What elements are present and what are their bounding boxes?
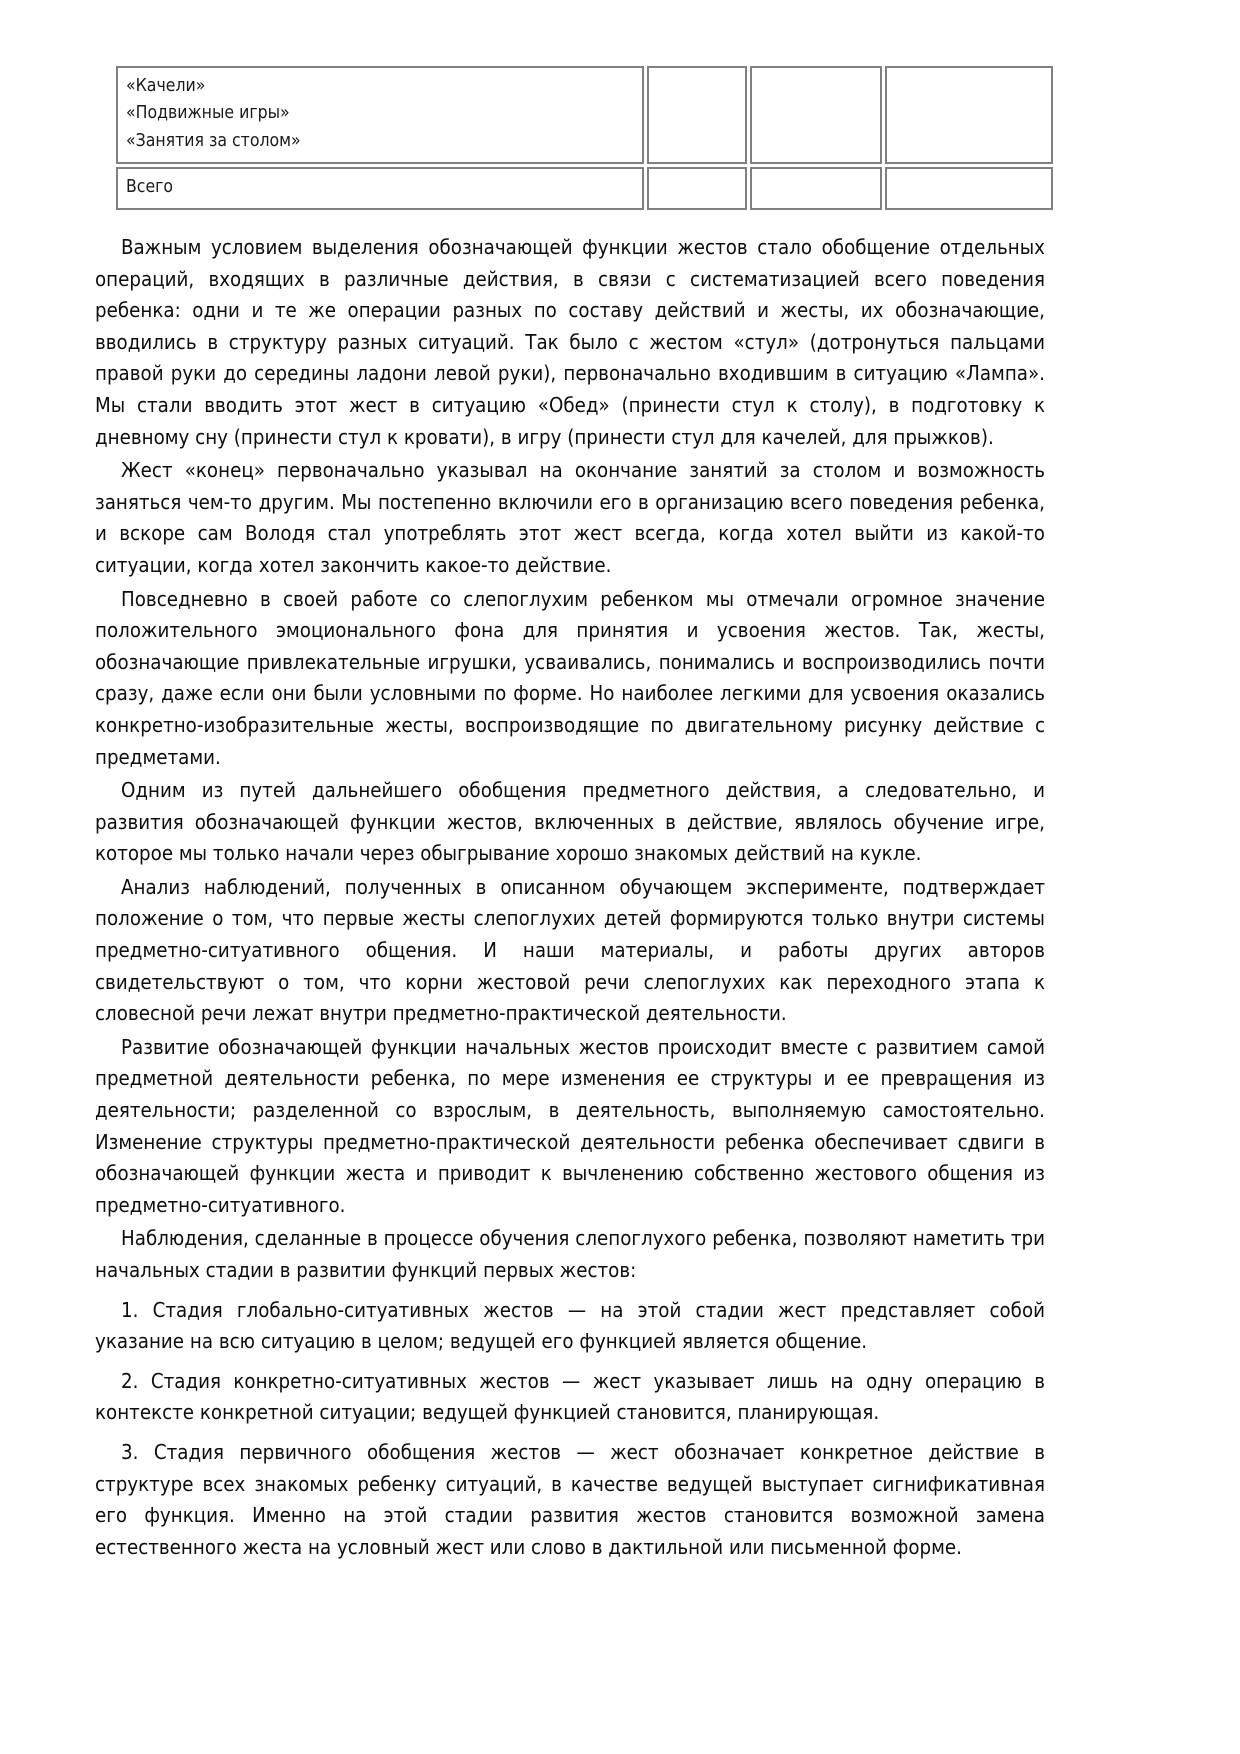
list-item-stage-1: 1. Стадия глобально-ситуативных жестов — на этой стадии жест представляет собой указание на всю ситуацию в целом; ведущей его функцией является общение. xyxy=(95,1297,1045,1354)
paragraph-6: Развитие обозначающей функции начальных жестов происходит вместе с развитием самой предметной деятельности ребенка, по мере изменения ее структуры и ее превращения из деятельности; разделенной со взрослым, в деятельность, выполняемую самостоятельно. Изменение структуры предметно-практической деятельности ребенка обеспечивает сдвиги в обозначающей функции жеста и приводит к вычленению собственно жестового общения из предметно-ситуативного. xyxy=(95,1034,1045,1217)
paragraph-7: Наблюдения, сделанные в процессе обучения слепоглухого ребенка, позволяют наметить три начальных стадии в развитии функций первых жестов: xyxy=(95,1226,1045,1282)
table-body xyxy=(116,66,1053,210)
list-item-stage-2: 2. Стадия конкретно-ситуативных жестов — жест указывает лишь на одну операцию в контексте конкретной ситуации; ведущей функцией становится, планирующая. xyxy=(95,1368,1045,1425)
table-cell-total-value-2 xyxy=(750,167,882,210)
paragraph-3: Повседневно в своей работе со слепоглухим ребенком мы отмечали огромное значение положительного эмоционального фона для принятия и усвоения жестов. Так, жесты, обозначающие привлекательные игрушки, усваивались, понимались и воспроизводились почти сразу, даже если они были условными по форме. Но наиболее легкими для усвоения оказались конкретно-изобразительные жесты, воспроизводящие по двигательному рисунку действие с предметами. xyxy=(95,586,1045,769)
activity-item-active-games: «Подвижные игры» xyxy=(126,103,290,124)
paragraph-4: Одним из путей дальнейшего обобщения предметного действия, а следовательно, и развития обозначающей функции жестов, включенных в действие, являлось обучение игре, которое мы только начали через обыгрывание хорошо знакомых действий на кукле. xyxy=(95,778,1045,866)
paragraph-1: Важным условием выделения обозначающей функции жестов стало обобщение отдельных операций, входящих в различные действия, в связи с систематизацией всего поведения ребенка: одни и те же операции разных по составу действий и жесты, их обозначающие, вводились в структуру разных ситуаций. Так было с жестом «стул» (дотронуться пальцами правой руки до середины ладони левой руки), первоначально входившим в ситуацию «Лампа». Мы стали вводить этот жест в ситуацию «Обед» (принести стул к столу), в подготовку к дневному сну (принести стул к кровати), в игру (принести стул для качелей, для прыжков). xyxy=(95,235,1045,449)
table-cell-total-value-1 xyxy=(647,167,747,210)
table-cell-total-value-3 xyxy=(885,167,1053,210)
activity-list xyxy=(126,73,634,155)
table-row xyxy=(116,167,1053,210)
paragraph-2: Жест «конец» первоначально указывал на окончание занятий за столом и возможность заняться чем-то другим. Мы постепенно включили его в организацию всего поведения ребенка, и вскоре сам Володя стал употреблять этот жест всегда, когда хотел выйти из какой-то ситуации, когда хотел закончить какое-то действие. xyxy=(95,458,1045,577)
paragraph-5: Анализ наблюдений, полученных в описанном обучающем эксперименте, подтверждает положение о том, что первые жесты слепоглухих детей формируются только внутри системы предметно-ситуативного общения. И наши материалы, и работы других авторов свидетельствуют о том, что корни жестовой речи слепоглухих как переходного этапа к словесной речи лежат внутри предметно-практической деятельности. xyxy=(95,874,1045,1026)
activity-item-swings: «Качели» xyxy=(126,76,206,96)
table-cell-value-3 xyxy=(885,66,1053,164)
body-text xyxy=(95,232,1045,1563)
table-cell-value-1 xyxy=(647,66,747,164)
table-container xyxy=(113,63,1033,213)
activity-item-table-activities: «Занятия за столом» xyxy=(126,130,301,151)
activity-counts-table xyxy=(113,63,1056,213)
table-cell-total-label: Всего xyxy=(116,167,644,210)
table-row xyxy=(116,66,1053,164)
table-cell-value-2 xyxy=(750,66,882,164)
list-item-stage-3: 3. Стадия первичного обобщения жестов — жест обозначает конкретное действие в структуре всех знакомых ребенку ситуаций, в качестве ведущей выступает сигнификативная его функция. Именно на этой стадии развития жестов становится возможной замена естественного жеста на условный жест или слово в дактильной или письменной форме. xyxy=(95,1439,1045,1559)
table-cell-activities xyxy=(116,66,644,164)
